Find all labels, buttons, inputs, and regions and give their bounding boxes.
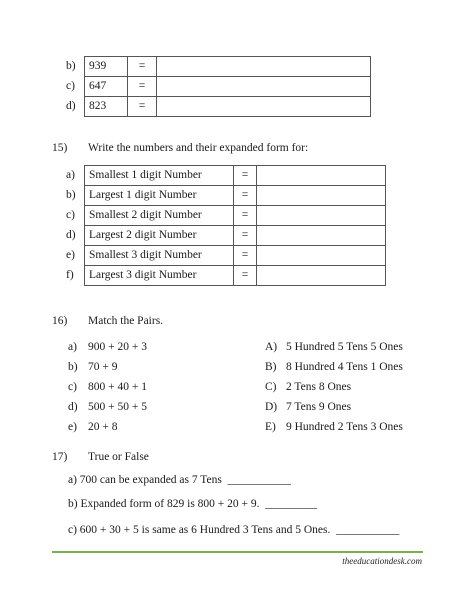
true-false-item: a) 700 can be expanded as 7 Tens ___________ (68, 474, 291, 486)
q15-text: Write the numbers and their expanded form for: (88, 142, 309, 154)
list-item (265, 357, 403, 377)
true-false-item: b) Expanded form of 829 is 800 + 20 + 9. _________ (68, 498, 318, 510)
true-false-item: c) 600 + 30 + 5 is same as 6 Hundred 3 Tens and 5 Ones. ___________ (68, 524, 400, 536)
item-label: D) (265, 401, 278, 413)
q15-number: 15) (52, 142, 68, 154)
item-cell: Largest 2 digit Number (85, 226, 234, 246)
item-cell: Smallest 1 digit Number (85, 166, 234, 186)
item-label: E) (265, 421, 276, 433)
list-item (265, 397, 403, 417)
item-label: A) (265, 341, 278, 353)
item-text: 500 + 50 + 5 (88, 401, 147, 413)
match-left-column (68, 337, 147, 437)
equals-cell: = (234, 186, 257, 206)
row-label: f) (66, 269, 74, 281)
equals-cell: = (234, 246, 257, 266)
list-item (68, 417, 147, 437)
item-text: 9 Hundred 2 Tens 3 Ones (286, 421, 403, 433)
table-row (85, 166, 386, 186)
item-text: 2 Tens 8 Ones (286, 381, 352, 393)
item-text: 70 + 9 (88, 361, 118, 373)
equals-cell: = (128, 97, 157, 117)
answer-cell (157, 97, 371, 117)
number-cell: 823 (85, 97, 128, 117)
equals-cell: = (234, 206, 257, 226)
row-label: b) (66, 189, 76, 201)
table-row (85, 226, 386, 246)
row-label: e) (66, 249, 75, 261)
list-item (68, 397, 147, 417)
item-label: a) (68, 341, 77, 353)
expanded-form-table (84, 165, 386, 286)
row-label: c) (66, 209, 75, 221)
answer-cell (257, 206, 386, 226)
number-cell: 647 (85, 77, 128, 97)
table-row (85, 206, 386, 226)
item-cell: Largest 1 digit Number (85, 186, 234, 206)
footer-site: theeducationdesk.com (342, 556, 422, 566)
row-label: a) (66, 169, 75, 181)
table-row (85, 97, 371, 117)
match-right-column (265, 337, 403, 437)
table1-labels (66, 56, 76, 116)
equals-cell: = (128, 77, 157, 97)
table-row (85, 57, 371, 77)
q16-text: Match the Pairs. (88, 315, 164, 327)
item-cell: Smallest 3 digit Number (85, 246, 234, 266)
answer-cell (257, 226, 386, 246)
answer-cell (157, 57, 371, 77)
table-row (85, 77, 371, 97)
row-label: d) (66, 100, 76, 112)
item-text: 8 Hundred 4 Tens 1 Ones (286, 361, 403, 373)
q17-text: True or False (88, 451, 149, 463)
item-label: d) (68, 401, 78, 413)
list-item (265, 337, 403, 357)
answer-cell (157, 77, 371, 97)
equals-cell: = (234, 226, 257, 246)
row-label: c) (66, 80, 75, 92)
list-item (68, 357, 147, 377)
footer-divider (52, 551, 423, 553)
item-text: 20 + 8 (88, 421, 118, 433)
table-row (85, 266, 386, 286)
row-label: d) (66, 229, 76, 241)
list-item (265, 377, 403, 397)
table-row (85, 246, 386, 266)
item-text: 5 Hundred 5 Tens 5 Ones (286, 341, 403, 353)
item-cell: Largest 3 digit Number (85, 266, 234, 286)
list-item (68, 337, 147, 357)
item-label: e) (68, 421, 77, 433)
list-item (68, 377, 147, 397)
answer-cell (257, 246, 386, 266)
q16-number: 16) (52, 315, 68, 327)
item-text: 800 + 40 + 1 (88, 381, 147, 393)
item-cell: Smallest 2 digit Number (85, 206, 234, 226)
q17-number: 17) (52, 451, 68, 463)
item-label: c) (68, 381, 77, 393)
number-cell: 939 (85, 57, 128, 77)
list-item (265, 417, 403, 437)
q15-labels (66, 165, 76, 285)
item-label: b) (68, 361, 78, 373)
item-label: C) (265, 381, 277, 393)
number-table (84, 56, 371, 117)
item-text: 900 + 20 + 3 (88, 341, 147, 353)
answer-cell (257, 266, 386, 286)
equals-cell: = (234, 166, 257, 186)
item-label: B) (265, 361, 277, 373)
equals-cell: = (128, 57, 157, 77)
table-row (85, 186, 386, 206)
answer-cell (257, 166, 386, 186)
item-text: 7 Tens 9 Ones (286, 401, 352, 413)
equals-cell: = (234, 266, 257, 286)
answer-cell (257, 186, 386, 206)
row-label: b) (66, 60, 76, 72)
